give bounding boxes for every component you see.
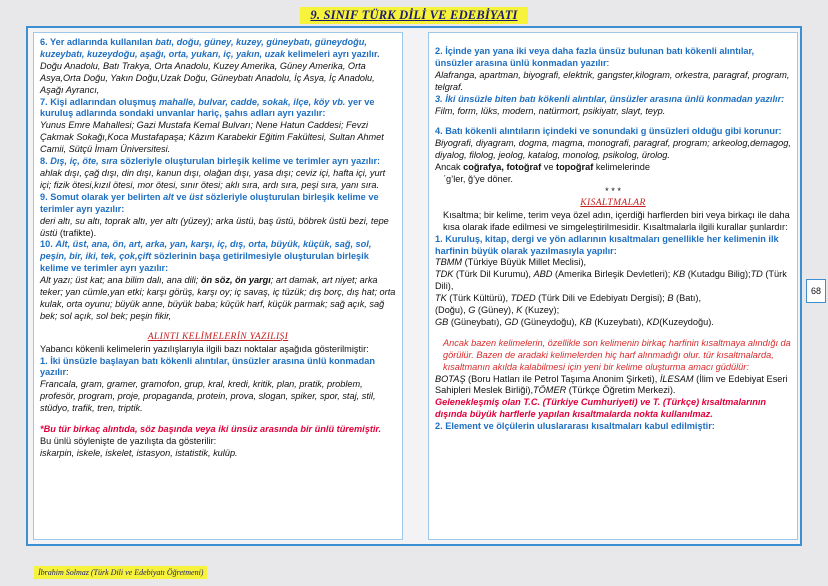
rule-9-examples: deri altı, su altı, toprak altı, yer altı (yüzey); arka üstü, baş üstü, böbrek üstü bezi, tepe üstü (trafikte).	[40, 215, 389, 238]
kisaltma-example-line-2: TDK (Türk Dil Kurumu), ABD (Amerika Birleşik Devletleri); KB (Kutadgu Bilig);TD (Türk Dili),	[435, 269, 787, 292]
footer-author: İbrahim Solmaz (Türk Dili ve Edebiyatı Öğretmeni)	[34, 566, 207, 579]
kisaltma-examples-2: BOTAŞ (Boru Hatları ile Petrol Taşıma Anonim Şirketi), İLESAM (İlim ve Edebiyat Eseri Sahipleri Meslek Birliği),TÖMER (Türkçe Öğretim Merkezi).	[435, 373, 788, 396]
rule-7-examples: Yunus Emre Mahallesi; Gazi Mustafa Kemal Bulvarı; Nene Hatun Caddesi; Fevzi Çakmak Sokağı,Koca Mustafapaşa; Kâzım Karabekir Eğitim Fakültesi, Sultan Ahmet Camii, Sütçü İmam Üniversitesi.	[40, 120, 384, 155]
alinti-note-examples: iskarpin, iskele, iskelet, istasyon, istatistik, kulüp.	[40, 447, 238, 458]
rule-8-examples: ahlak dışı, çağ dışı, din dışı, kanun dışı, olağan dışı, yasa dışı; ceviz içi, hafta içi, yurt içi; fizik ötesi,kızıl ötesi, mor ötesi, sınır ötesi; aklı sıra, ardı sıra, peşi sıra, yanı sıra.	[40, 167, 386, 190]
alinti-rule-3: 3. İki ünsüzle biten batı kökenli alıntılar, ünsüzler arasına ünlü konmadan yazılır:	[435, 93, 785, 104]
alinti-rule-4-examples: Biyografi, diyagram, dogma, magma, monografi, paragraf, program; arkeolog,demagog, diyalog, filolog, jeolog, katalog, monolog, psikolog, ürolog.	[435, 138, 791, 161]
rule-6-examples: Doğu Anadolu, Batı Trakya, Orta Anadolu, Kuzey Amerika, Güney Amerika, Orta Asya,Orta Doğu, Yakın Doğu,Uzak Doğu, Güneybatı Anadolu, İç Asya, İç Anadolu, Aşağı Ayrancı,	[40, 60, 375, 95]
page-number: 68	[806, 279, 826, 303]
rule-10: 10. Alt, üst, ana, ön, art, arka, yan, karşı, iç, dış, orta, büyük, küçük, sağ, sol, peşin, bir, iki, tek, çok,çift sözlerinin başa getirilmesiyle oluşturulan birleşik kelime ve terimler ayrı yazılır:	[40, 239, 372, 274]
kisaltma-example-line-3: TK (Türk Kültürü), TDED (Türk Dili ve Edebiyatı Dergisi); B (Batı),	[435, 293, 702, 304]
alinti-rule-3-examples: Film, form, lüks, modern, natürmort, psikiyatr, slayt, teyp.	[435, 105, 666, 116]
alinti-rule-4-note-2: ˊg’ler, ğ’ye döner.	[443, 174, 513, 185]
alinti-rule-4: 4. Batı kökenli alıntıların içindeki ve sonundaki g ünsüzleri olduğu gibi korunur:	[435, 126, 782, 137]
rule-8: 8. Dış, iç, öte, sıra sözleriyle oluşturulan birleşik kelime ve terimler ayrı yazılır:	[40, 156, 381, 167]
alinti-rule-2-examples: Alafranga, apartman, biyografi, elektrik, gangster,kilogram, orkestra, paragraf, program, telgraf.	[435, 69, 790, 92]
kisaltma-note: Ancak bazen kelimelerin, özellikle son kelimenin birkaç harfinin kısaltmaya alındığı da görülür. Bazen de aradaki kelimelerden hiç harf alınmadığı olur. tür kısaltmalarda, kısaltmanın akılda kalabilmesi için yeni bir kelime oluşturma amacı güdülür:	[443, 337, 791, 372]
alinti-rule-1-examples: Francala, gram, gramer, gramofon, grup, kral, kredi, kritik, plan, pratik, problem, profesör, program, proje, propaganda, protein, prova, slogan, spiker, spor, staj, stil, stüdyo, trafik, tren, triptik.	[40, 379, 376, 414]
alinti-rule-4-note: Ancak coğrafya, fotoğraf ve topoğraf kelimelerinde	[435, 162, 650, 173]
rule-10-examples: Alt yazı; üst kat; ana bilim dalı, ana dili; ön söz, ön yargı; art damak, art niyet; arka teker; yan cümle,yan etki; karşı görüş, karşı oy; iç savaş, iç tüzük; dış borç, dış hat; orta kulak, orta oyunu; büyük anne, büyük baba; küçük harf, küçük parmak; sağ açık, sağ bek; sol açık, sol bek; peşin fikir,	[40, 275, 396, 321]
left-column	[33, 32, 403, 540]
alinti-intro: Yabancı kökenli kelimelerin yazılışlarıyla ilgili bazı noktalar aşağıda gösterilmiştir:	[40, 343, 369, 354]
kisaltmalar-intro: Kısaltma; bir kelime, terim veya özel adın, içerdiği harflerden biri veya birkaçı ile daha kısa olarak ifade edilmesi ve simgeleştirilmesidir. Kısaltmalarla ilgili kurallar şunlardır:	[443, 209, 790, 232]
kisaltma-example-line-4: (Doğu), G (Güney), K (Kuzey);	[435, 305, 560, 316]
rule-7: 7. Kişi adlarından oluşmuş mahalle, bulvar, cadde, sokak, ilçe, köy vb. yer ve kuruluş adlarında sondaki unvanlar hariç, şahıs adları ayrı yazılır:	[40, 96, 375, 119]
page-title-text: 9. SINIF TÜRK DİLİ VE EDEBİYATI	[300, 7, 527, 24]
kisaltma-example-line-1: TBMM (Türkiye Büyük Millet Meclisi),	[435, 257, 587, 268]
rule-9: 9. Somut olarak yer belirten alt ve üst sözleriyle oluşturulan birleşik kelime ve terimler ayrı yazılır:	[40, 191, 379, 214]
alinti-rule-1: 1. İki ünsüzle başlayan batı kökenli alıntılar, ünsüzler arasına ünlü konmadan yazılır:	[40, 355, 375, 378]
alinti-note: Bu ünlü söylenişte de yazılışta da gösterilir:	[40, 436, 217, 446]
kisaltmalar-heading: KISALTMALAR	[580, 197, 646, 208]
section-divider: * * *	[605, 185, 621, 196]
alinti-heading: ALINTI KELİMELERİN YAZILIŞI	[147, 331, 289, 342]
page-title	[0, 6, 828, 24]
kisaltma-rule-1: 1. Kuruluş, kitap, dergi ve yön adlarının kısaltmaları genellikle her kelimenin ilk harfinin büyük olarak yazılmasıyla yapılır:	[435, 233, 779, 256]
alinti-note-red: *Bu tür birkaç alıntıda, söz başında veya iki ünsüz arasında bir ünlü türemiştir.	[40, 424, 382, 435]
alinti-rule-2: 2. İçinde yan yana iki veya daha fazla ünsüz bulunan batı kökenli alıntılar, ünsüzler arasına ünlü konmadan yazılır:	[435, 46, 755, 68]
kisaltma-red-note: Gelenekleşmiş olan T.C. (Türkiye Cumhuriyeti) ve T. (Türkçe) kısaltmalarının dışında büyük harflerle yapılan kısaltmalarda nokta kullanılmaz.	[435, 397, 767, 420]
kisaltma-example-line-5: GB (Güneybatı), GD (Güneydoğu), KB (Kuzeybatı), KD(Kuzeydoğu).	[435, 316, 714, 327]
rule-6: 6. Yer adlarında kullanılan batı, doğu, güney, kuzey, güneybatı, güneydoğu, kuzeybatı, kuzeydoğu, aşağı, orta, yukarı, iç, yakın, uzak kelimeleri ayrı yazılır.	[40, 37, 380, 59]
kisaltma-rule-2: 2. Element ve ölçülerin uluslararası kısaltmaları kabul edilmiştir:	[435, 421, 715, 432]
right-column	[428, 32, 798, 540]
